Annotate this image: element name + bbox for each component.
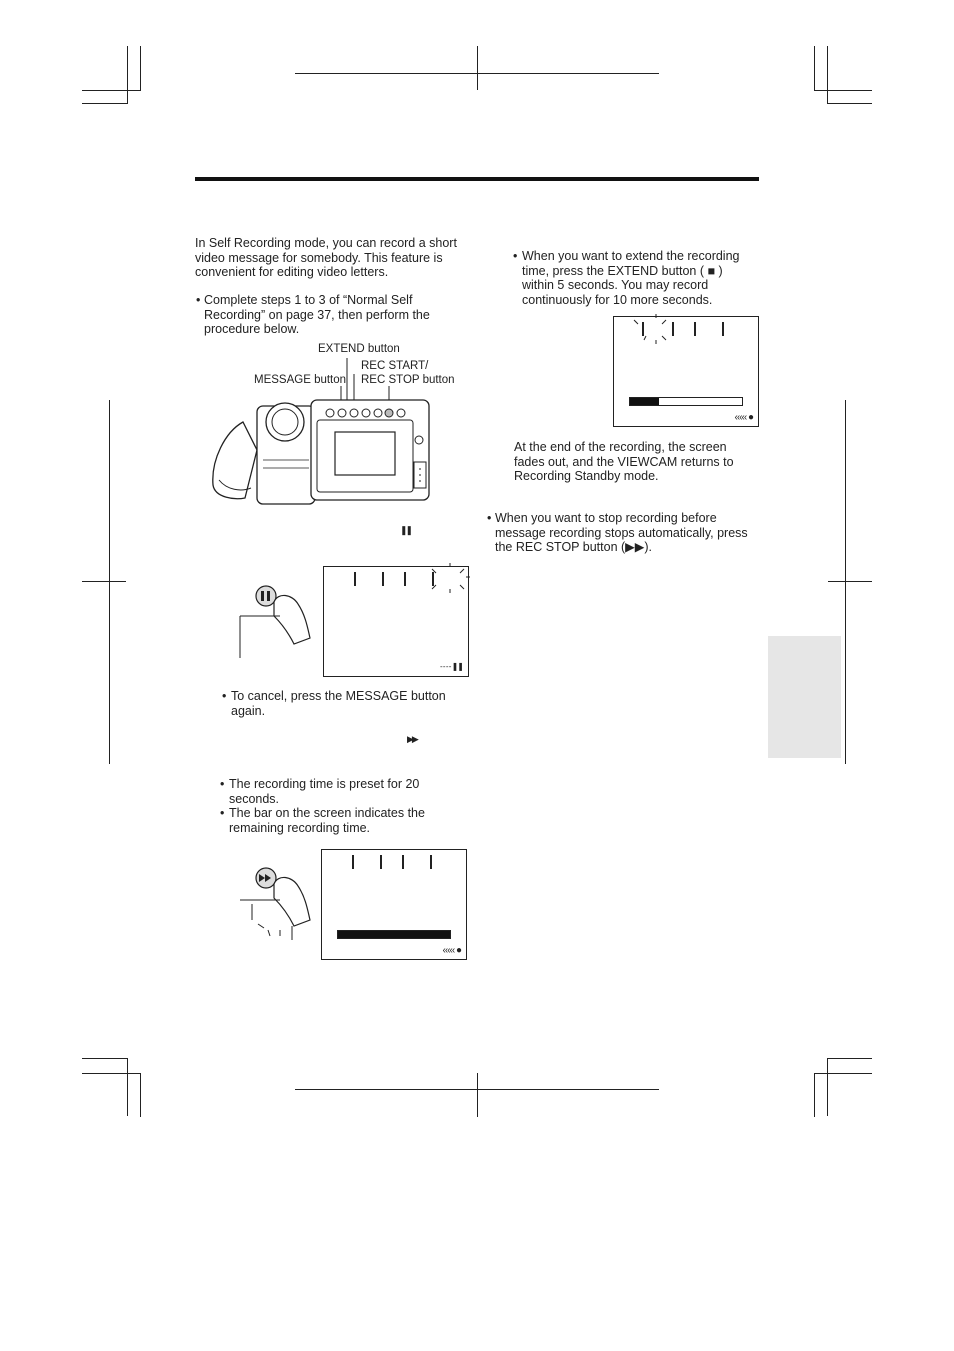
end-of-recording-note: At the end of the recording, the screen fades out, and the VIEWCAM returns to Recording Standby mode. bbox=[514, 440, 734, 483]
finger-press-rec-illustration bbox=[238, 864, 318, 944]
extend-blink-rays bbox=[630, 314, 670, 346]
message-button-label: MESSAGE button bbox=[254, 374, 347, 386]
extend-remaining-time-bar bbox=[629, 397, 743, 406]
camcorder-illustration bbox=[205, 350, 435, 510]
osd-screen-recording bbox=[321, 849, 467, 960]
extend-button-label: EXTEND button bbox=[318, 343, 400, 355]
remaining-time-bar bbox=[337, 930, 451, 939]
prereq-note: • Complete steps 1 to 3 of “Normal Self Recording” on page 37, then perform the procedure below. bbox=[204, 293, 436, 337]
finger-press-message-illustration bbox=[236, 582, 316, 662]
osd-status-recording: ‹‹‹‹‹ ● bbox=[442, 945, 461, 956]
extend-note: • When you want to extend the recording time, press the EXTEND button ( ■ ) within 5 seconds. You may record continuously for 10 more seconds. bbox=[522, 249, 754, 307]
extend-remaining-time-bar-fill bbox=[630, 398, 659, 405]
osd-status-pause: - - - - ❚❚ bbox=[440, 662, 463, 671]
blink-rays bbox=[428, 563, 470, 597]
osd-screen-message-standby bbox=[323, 566, 469, 677]
osd-status-extend: ‹‹‹‹‹ ● bbox=[734, 412, 753, 423]
cancel-note: • To cancel, press the MESSAGE button again. bbox=[231, 689, 467, 718]
intro-paragraph: In Self Recording mode, you can record a short video message for somebody. This feature is convenient for editing video letters. bbox=[195, 236, 457, 279]
remaining-time-bar-fill bbox=[338, 931, 450, 938]
preset-time-note: • The recording time is preset for 20 seconds. bbox=[229, 777, 449, 806]
rec-button-label: REC START/ REC STOP button bbox=[361, 360, 455, 386]
side-tab bbox=[768, 636, 841, 758]
play-glyph: ▶▶ bbox=[407, 734, 417, 744]
pause-glyph: ❚❚ bbox=[400, 525, 412, 535]
osd-screen-extend bbox=[613, 316, 759, 427]
header-rule bbox=[195, 177, 759, 181]
remaining-bar-note: • The bar on the screen indicates the remaining recording time. bbox=[229, 806, 449, 835]
stop-recording-note: • When you want to stop recording before message recording stops automatically, press the REC STOP button (▶▶). bbox=[495, 511, 749, 555]
